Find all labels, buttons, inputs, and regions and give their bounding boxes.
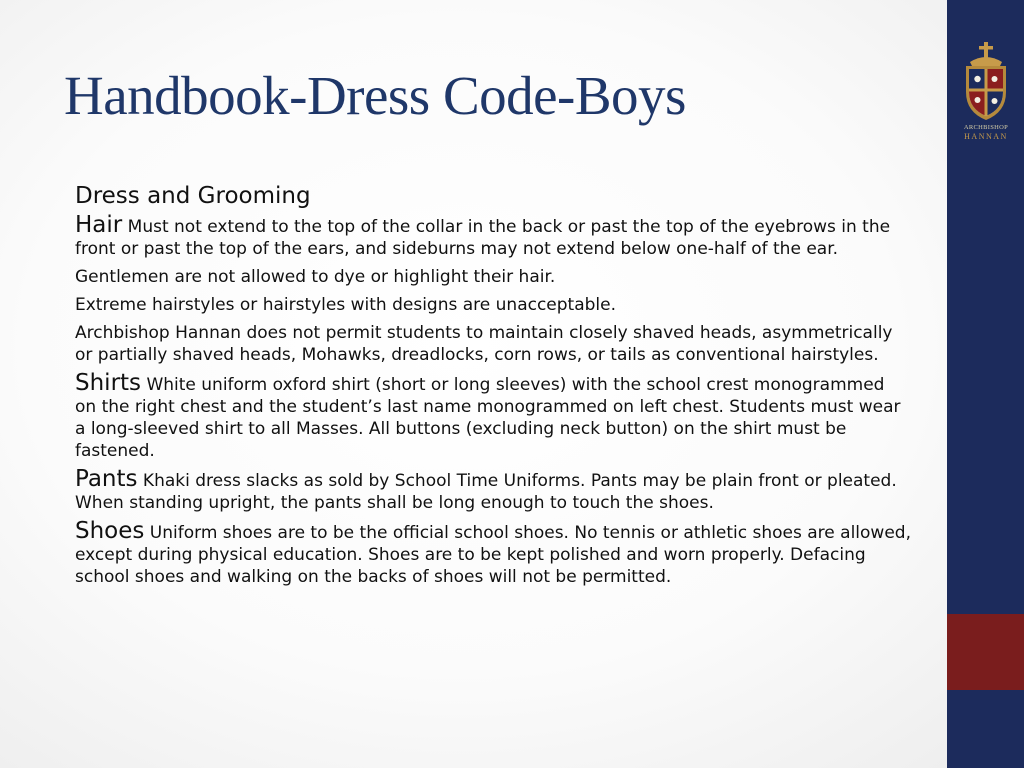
pants-text: Khaki dress slacks as sold by School Time Uniforms. Pants may be plain front or pleated. When standing upright, the pants shall be long enough to touch the shoes. (75, 471, 897, 513)
hair-paragraph (75, 214, 911, 260)
hair-intro: Must not extend to the top of the collar in the back or past the top of the eyebrows in the front or past the top of the ears, and sideburns may not extend below one-half of the ear. (75, 217, 891, 259)
pants-paragraph (75, 468, 911, 514)
school-logo (956, 40, 1016, 146)
section-heading: Dress and Grooming (75, 183, 311, 209)
shoes-text: Uniform shoes are to be the official school shoes. No tennis or athletic shoes are allowed, except during physical education. Shoes are to be kept polished and worn properly. Defacing school shoes and walking on the backs of shoes will not be permitted. (75, 523, 911, 587)
sidebar-accent-block (947, 614, 1024, 690)
shirts-label: Shirts (75, 370, 142, 396)
slide-title: Handbook-Dress Code-Boys (64, 65, 686, 126)
hair-rule: Archbishop Hannan does not permit students to maintain closely shaved heads, asymmetrically or partially shaved heads, Mohawks, dreadlocks, corn rows, or tails as conventional hairstyles. (75, 323, 893, 365)
pants-label: Pants (75, 466, 138, 492)
hair-label: Hair (75, 212, 123, 238)
shoes-paragraph (75, 520, 911, 588)
slide-body (75, 181, 911, 594)
hair-rule: Gentlemen are not allowed to dye or highlight their hair. (75, 267, 556, 287)
shirts-text: White uniform oxford shirt (short or long sleeves) with the school crest monogrammed on the right chest and the student’s last name monogrammed on left chest. Students must wear a long-sleeved shirt to all Masses. All buttons (excluding neck button) on the shirt must be fastened. (75, 375, 901, 461)
logo-line-2: HANNAN (964, 132, 1008, 141)
logo-line-1: ARCHBISHOP (963, 124, 1009, 131)
logo-wordmark (956, 124, 1016, 141)
hair-rule: Extreme hairstyles or hairstyles with designs are unacceptable. (75, 295, 617, 315)
shoes-label: Shoes (75, 518, 145, 544)
shirts-paragraph (75, 372, 911, 462)
crest-icon (956, 40, 1016, 124)
